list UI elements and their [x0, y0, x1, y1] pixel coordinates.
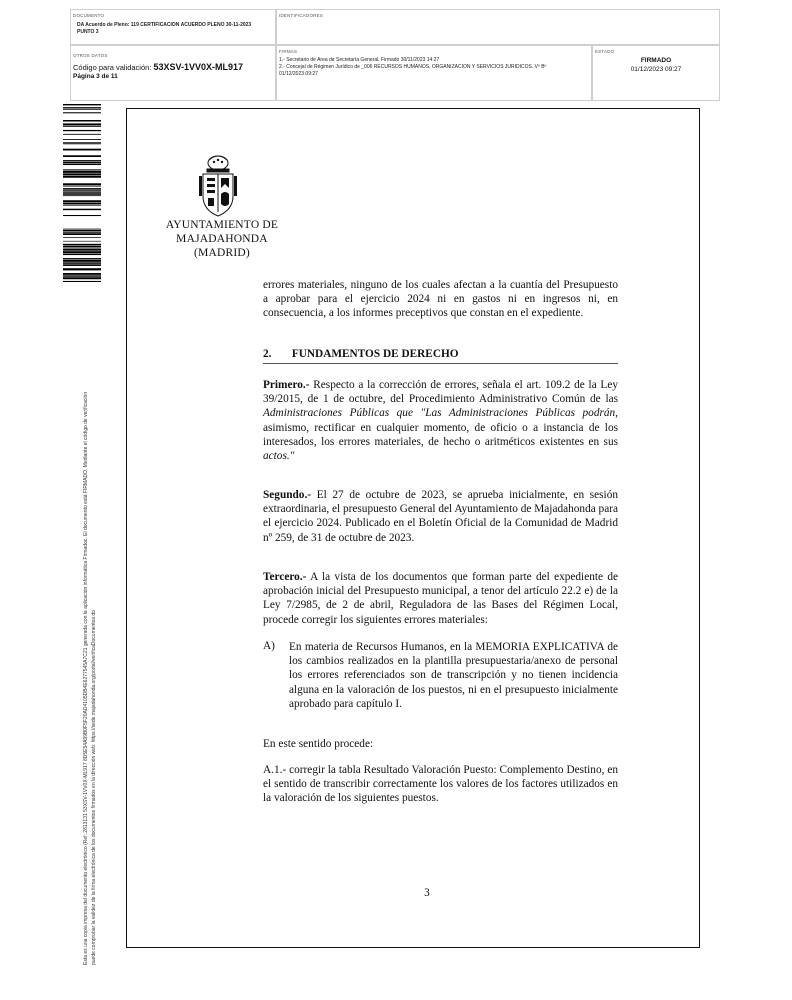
documento-line1: DA Acuerdo de Pleno: 119 CERTIFICACION ACUERDO PLENO 30-11-2023: [77, 22, 252, 28]
estado-label: ESTADO: [595, 49, 615, 54]
section-heading: [263, 348, 618, 364]
tercero-paragraph: Tercero.- A la vista de los documentos que forman parte del expediente de aprobación inicial del Presupuesto municipal, a tenor del artículo 22.2 e) de la Ley 7/2985, de 2 de abril, Reguladora de las Bases del Régimen Local, procede corregir los siguientes errores materiales:: [263, 571, 618, 626]
estado-date: 01/12/2023 09:27: [630, 66, 682, 73]
documento-label: DOCUMENTO: [73, 13, 105, 18]
codigo-validacion: [73, 62, 243, 72]
tercero-label: Tercero.-: [263, 571, 307, 583]
header-firmas-box: [276, 45, 592, 101]
letterhead-line-2: MAJADAHONDA: [176, 233, 268, 245]
firmas-label: FIRMAS: [279, 49, 298, 54]
barcode-image: [63, 104, 101, 282]
firma-2: 2.- Concejal de Régimen Jurídico de _006 RECURSOS HUMANOS, ORGANIZACIÓN Y SERVICIOS JURIDICOS. Vº Bº: [279, 64, 547, 70]
section-number: 2.: [263, 348, 272, 360]
side-verification-text-1: Esta es una copia impresa del documento electrónico (Ref: 2813131 53XSV-1VV0X-ML917 8D5E54A99B0F5F20AD4105DB4E6277545A7C21 generada con la aplicación informática Firmadoc. El documento está FIRMADO. Mediante el código de verificación: [83, 391, 89, 965]
documento-line2: PUNTO 3: [77, 29, 99, 35]
codigo-value: 53XSV-1VV0X-ML917: [153, 62, 244, 72]
segundo-label: Segundo.-: [263, 489, 312, 501]
letterhead-line-3: (MADRID): [194, 247, 250, 259]
item-a-letter: A): [263, 640, 275, 652]
pagina-label: Página 3 de 11: [73, 73, 118, 80]
segundo-paragraph: Segundo.- El 27 de octubre de 2023, se aprueba inicialmente, en sesión extraordinaria, el presupuesto General del Ayuntamiento de Majadahonda para el ejercicio 2024. Publicado en el Boletín Oficial de la Comunidad de Madrid nº 259, de 31 de octubre de 2023.: [263, 489, 618, 544]
letterhead: [164, 218, 280, 260]
procede-line: En este sentido procede:: [263, 738, 374, 750]
estado-value: FIRMADO: [640, 57, 672, 64]
municipal-crest-logo: [198, 154, 238, 218]
page-number: 3: [424, 887, 430, 899]
primero-paragraph: Primero.- Respecto a la corrección de errores, señala el art. 109.2 de la Ley 39/2015, de 1 de octubre, del Procedimiento Administrativo Común de las Administraciones Públicas que "Las Administraciones Públicas podrán, asimismo, rectificar en cualquier momento, de oficio o a instancia de los interesados, los errores materiales, de hecho o aritméticos existentes en sus actos.": [263, 379, 618, 463]
a1-paragraph: A.1.- corregir la tabla Resultado Valoración Puesto: Complemento Destino, en el sentido de transcribir correctamente los valores de los factores utilizados en la valoración de los siguientes puestos.: [263, 764, 618, 805]
section-title: FUNDAMENTOS DE DERECHO: [291, 348, 459, 360]
otros-datos-label: OTROS DATOS: [73, 53, 108, 58]
codigo-label: Código para validación:: [73, 63, 152, 72]
firma-1: 1.- Secretario de Area de Secretaría General. Firmado 30/11/2023 14:27: [279, 57, 440, 63]
item-a-text: En materia de Recursos Humanos, en la MEMORIA EXPLICATIVA de los cambios realizados en la plantilla presupuestaria/anexo de personal los errores referenciados son de transcripción y no tienen incidencia alguna en la valoración de los puestos, ni en el presupuesto inicialmente aprobado para capítulo I.: [289, 641, 618, 710]
intro-paragraph: errores materiales, ninguno de los cuales afectan a la cuantía del Presupuesto a aprobar para el ejercicio 2024 ni en gastos ni en ingresos ni, en consecuencia, a los informes preceptivos que constan en el expediente.: [263, 279, 618, 320]
firma-3: 01/12/2023 09:27: [279, 71, 318, 77]
identificadores-label: IDENTIFICADORES: [279, 13, 324, 18]
primero-label: Primero.-: [263, 379, 310, 391]
letterhead-line-1: AYUNTAMIENTO DE: [165, 219, 279, 231]
header-identificadores-box: [276, 9, 720, 45]
side-verification-text-2: puede comprobar la validez de la firma electrónica de los documentos firmados en la dirección web: https://sede.majadahonda.org/portal/verificaDocumentos.do: [91, 610, 97, 965]
